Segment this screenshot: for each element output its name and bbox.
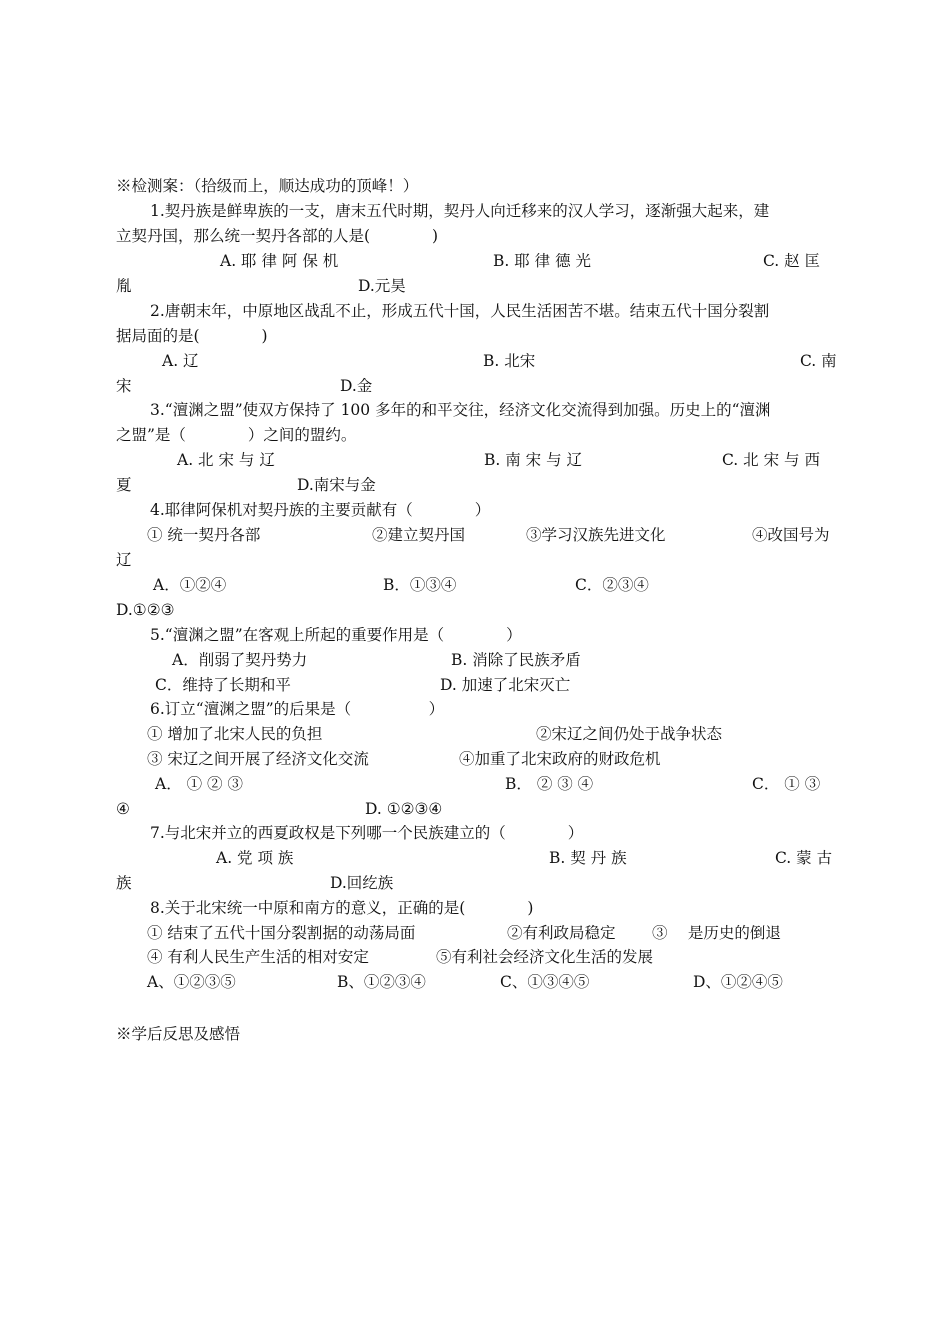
option-a: A. 辽 <box>162 352 199 370</box>
statement-4: ④ 有利人民生产生活的相对安定 <box>147 948 369 966</box>
section-header: ※检测案：（拾级而上，顺达成功的顶峰！） <box>116 177 419 195</box>
option-a: A、①②③⑤ <box>147 973 236 991</box>
question-stem: 3.“澶渊之盟”使双方保持了 100 多年的和平交往，经济文化交流得到加强。历史上的“澶渊 <box>150 401 771 419</box>
statement-5: ⑤有利社会经济文化生活的发展 <box>436 948 654 966</box>
option-c-continued: ④ <box>116 800 130 818</box>
option-d: D. 加速了北宋灭亡 <box>440 676 571 694</box>
statement-3: ③学习汉族先进文化 <box>526 526 666 544</box>
option-c: C. 北 宋 与 西 <box>722 451 820 469</box>
option-a: A．削弱了契丹势力 <box>172 651 308 669</box>
question-stem: 6.订立“澶渊之盟”的后果是（ ） <box>150 700 445 718</box>
option-a: A. 北 宋 与 辽 <box>177 451 275 469</box>
option-b: B. 南 宋 与 辽 <box>484 451 583 469</box>
option-a: A. 党 项 族 <box>216 849 294 867</box>
option-d: D.金 <box>340 377 373 395</box>
option-c: C. 南 <box>800 352 837 370</box>
question-stem: 5.“澶渊之盟”在客观上所起的重要作用是（ ） <box>150 626 522 644</box>
option-d: D、①②④⑤ <box>693 973 783 991</box>
option-d: D.南宋与金 <box>297 476 376 494</box>
option-d: D. ①②③④ <box>365 800 443 818</box>
option-a: A. 耶 律 阿 保 机 <box>220 252 339 270</box>
option-b: B． ② ③ ④ <box>505 775 594 793</box>
option-c: C． ① ③ <box>752 775 821 793</box>
statement-4-continued: 辽 <box>116 551 132 569</box>
option-d: D.回纥族 <box>330 874 394 892</box>
option-d: D.元昊 <box>358 277 406 295</box>
option-a: A． ① ② ③ <box>155 775 243 793</box>
reflection-heading: ※学后反思及感悟 <box>116 1025 241 1043</box>
question-stem: 之盟”是（ ）之间的盟约。 <box>116 426 357 444</box>
option-b: B. 北宋 <box>483 352 536 370</box>
statement-1: ① 统一契丹各部 <box>147 526 261 544</box>
option-c-continued: 宋 <box>116 377 132 395</box>
question-stem: 据局面的是( ) <box>116 327 268 345</box>
option-c: C、①③④⑤ <box>500 973 590 991</box>
statement-4: ④加重了北宋政府的财政危机 <box>459 750 661 768</box>
option-d: D.①②③ <box>116 601 175 619</box>
statement-1: ① 结束了五代十国分裂割据的动荡局面 <box>147 924 416 942</box>
statement-3: ③ 是历史的倒退 <box>652 924 781 942</box>
option-b: B. 耶 律 德 光 <box>493 252 592 270</box>
statement-4: ④改国号为 <box>752 526 830 544</box>
statement-3: ③ 宋辽之间开展了经济文化交流 <box>147 750 369 768</box>
statement-2: ②宋辽之间仍处于战争状态 <box>536 725 723 743</box>
statement-2: ②有利政局稳定 <box>507 924 616 942</box>
option-c-continued: 胤 <box>116 277 132 295</box>
option-c: C．维持了长期和平 <box>155 676 291 694</box>
option-b: B. 契 丹 族 <box>549 849 627 867</box>
option-c: C. 赵 匡 <box>763 252 821 270</box>
statement-1: ① 增加了北宋人民的负担 <box>147 725 323 743</box>
option-b: B. 消除了民族矛盾 <box>451 651 581 669</box>
question-stem: 2.唐朝末年，中原地区战乱不止，形成五代十国，人民生活困苦不堪。结束五代十国分裂割 <box>150 302 770 320</box>
option-b: B、①②③④ <box>337 973 426 991</box>
question-stem: 7.与北宋并立的西夏政权是下列哪一个民族建立的（ ） <box>150 824 584 842</box>
option-c: C．②③④ <box>575 576 649 594</box>
option-c-continued: 族 <box>116 874 132 892</box>
question-stem: 4.耶律阿保机对契丹族的主要贡献有（ ） <box>150 501 491 519</box>
question-stem: 1.契丹族是鲜卑族的一支，唐末五代时期，契丹人向迁移来的汉人学习，逐渐强大起来，建 <box>150 202 770 220</box>
question-stem: 立契丹国，那么统一契丹各部的人是( ) <box>116 227 439 245</box>
option-b: B．①③④ <box>383 576 457 594</box>
option-a: A．①②④ <box>153 576 227 594</box>
option-c-continued: 夏 <box>116 476 132 494</box>
statement-2: ②建立契丹国 <box>372 526 466 544</box>
option-c: C. 蒙 古 <box>775 849 833 867</box>
question-stem: 8.关于北宋统一中原和南方的意义，正确的是( ) <box>150 899 534 917</box>
